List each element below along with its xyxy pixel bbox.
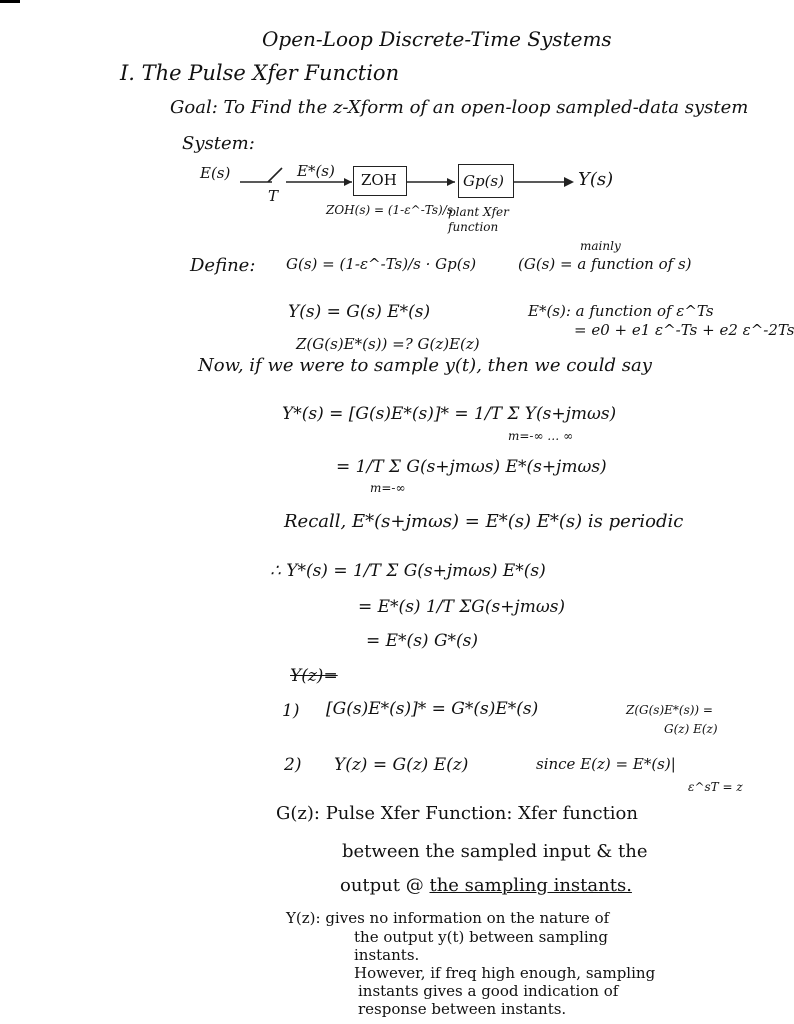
eq-y: Y(s) = G(s) E*(s) (288, 302, 431, 322)
eq-ystar-1: Y*(s) = [G(s)E*(s)]* = 1/T Σ Y(s+jmωs) (282, 404, 617, 424)
yz-line-1: Y(z): gives no information on the nature of (286, 909, 610, 927)
define-label: Define: (190, 255, 256, 276)
eq-ystar-1-limits: m=-∞ … ∞ (508, 429, 574, 443)
eq-question: Z(G(s)E*(s)) =? G(z)E(z) (296, 335, 480, 353)
define-note-top: mainly (580, 239, 621, 253)
yz-line-2: the output y(t) between sampling (354, 928, 608, 946)
gz-line-1: G(z): Pulse Xfer Function: Xfer function (276, 803, 638, 824)
gz-line-3 (340, 876, 632, 896)
section-heading: I. The Pulse Xfer Function (120, 61, 400, 85)
item-1: [G(s)E*(s)]* = G*(s)E*(s) (326, 699, 539, 719)
therefore-2: = E*(s) 1/T ΣG(s+jmωs) (358, 597, 566, 617)
plant-label: Gp(s) (463, 172, 504, 190)
item-2: Y(z) = G(z) E(z) (334, 755, 469, 775)
item-2-since: since E(z) = E*(s)| (536, 755, 676, 773)
eq-ystar-2-limits: m=-∞ (370, 481, 406, 495)
page-title: Open-Loop Discrete-Time Systems (262, 27, 612, 51)
gz-line-3-underlined: the sampling instants. (429, 875, 632, 896)
zoh-equation: ZOH(s) = (1-ε^-Ts)/s (326, 203, 453, 217)
zoh-block (353, 166, 407, 196)
system-label: System: (182, 133, 255, 154)
sampler-switch (268, 168, 282, 182)
block-diagram (0, 0, 768, 260)
gz-line-3-start: output @ (340, 875, 430, 896)
yz-line-3: instants. (354, 946, 420, 964)
plant-note: plant Xfer function (448, 205, 509, 234)
yz-line-6: response between instants. (358, 1000, 567, 1018)
diagram-input: E(s) (200, 164, 231, 182)
now-if-line: Now, if we were to sample y(t), then we could say (198, 355, 652, 376)
diagram-output: Y(s) (578, 169, 614, 190)
recall-line: Recall, E*(s+jmωs) = E*(s) E*(s) is periodic (284, 511, 684, 532)
eq-e-series: = e0 + e1 ε^-Ts + e2 ε^-2Ts (574, 321, 794, 339)
define-note: (G(s) = a function of s) (518, 255, 692, 273)
yz-line-4: However, if freq high enough, sampling (354, 964, 656, 982)
item-2-subscript: ε^sT = z (688, 780, 743, 794)
arrow-to-output (564, 177, 574, 187)
define-equation: G(s) = (1-ε^-Ts)/s · Gp(s) (286, 255, 477, 273)
plant-block (458, 164, 514, 198)
item-1-note-1: Z(G(s)E*(s)) = (626, 703, 713, 717)
diagram-sampled-signal: E*(s) (297, 162, 335, 180)
struck-text: Y(z)= (290, 666, 338, 686)
arrow-to-zoh (344, 178, 352, 186)
therefore-1: ∴ Y*(s) = 1/T Σ G(s+jmωs) E*(s) (270, 561, 546, 581)
item-1-number: 1) (282, 701, 300, 721)
eq-e-star: E*(s): a function of ε^Ts (528, 302, 714, 320)
goal-line: Goal: To Find the z-Xform of an open-loop sampled-data system (170, 97, 749, 118)
eq-ystar-2: = 1/T Σ G(s+jmωs) E*(s+jmωs) (336, 457, 607, 477)
item-2-number: 2) (284, 755, 302, 775)
item-1-note-2: G(z) E(z) (664, 722, 718, 736)
yz-line-5: instants gives a good indication of (358, 982, 619, 1000)
diagram-sampler-T: T (268, 187, 279, 205)
arrow-to-plant (447, 178, 455, 186)
gz-line-2: between the sampled input & the (342, 841, 648, 862)
zoh-label: ZOH (361, 171, 397, 189)
therefore-3: = E*(s) G*(s) (366, 631, 479, 651)
